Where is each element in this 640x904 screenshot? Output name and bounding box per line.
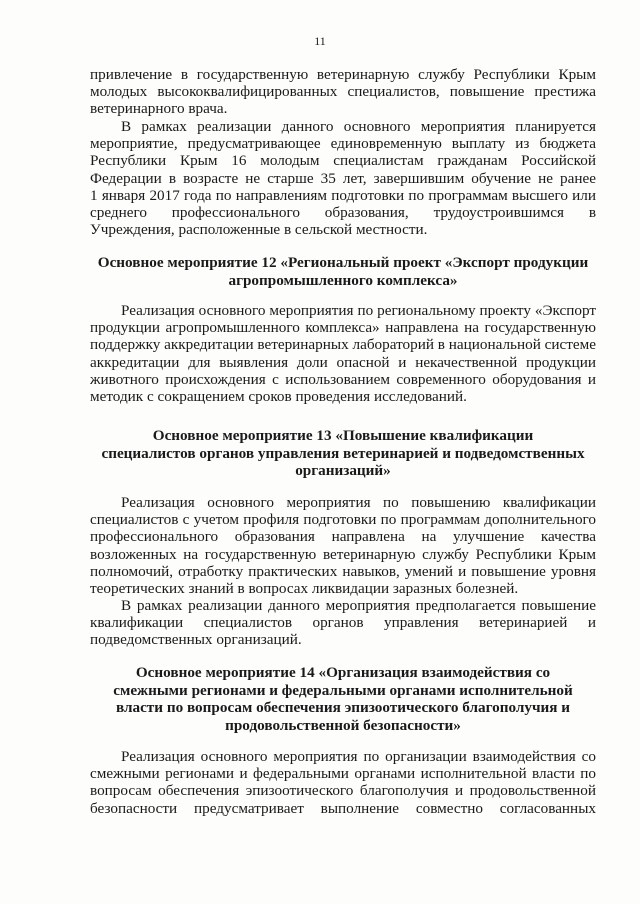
text-line: В рамках реализации данного основного мероприятия планируется bbox=[121, 118, 596, 135]
text-line: животного происхождения с использованием современного оборудования и bbox=[90, 370, 596, 388]
text-line: привлечение в государственную ветеринарную службу Республики Крым bbox=[90, 66, 596, 83]
heading-line: Основное мероприятие 13 «Повышение квалификации bbox=[152, 427, 534, 444]
text-line: методик с сокращением сроков проведения исследований. bbox=[90, 388, 467, 406]
paragraph-intro bbox=[90, 66, 596, 118]
text-line: Реализация основного мероприятия по организации взаимодействия со bbox=[121, 748, 596, 765]
text-line: специалистов с учетом профиля подготовки по программам дополнительного bbox=[90, 511, 596, 529]
text-line: вопросам обеспечения эпизоотического благополучия и продовольственной bbox=[90, 782, 596, 800]
heading-line: Основное мероприятие 12 «Региональный проект «Экспорт продукции bbox=[97, 254, 589, 271]
text-line: Реализация основного мероприятия по повышению квалификации bbox=[121, 494, 596, 511]
text-line: Республики Крым 16 молодым специалистам гражданам Российской bbox=[90, 152, 596, 170]
text-line: аккредитации для выявления доли опасной и некачественной продукции bbox=[90, 353, 596, 371]
text-line: Федерации в возрасте не старше 35 лет, завершившим обучение не ранее bbox=[90, 169, 596, 187]
heading-line: смежными регионами и федеральными органами исполнительной bbox=[113, 681, 573, 699]
text-line: Учреждения, расположенные в сельской местности. bbox=[90, 221, 428, 239]
text-line: теоретических знаний в вопросах ликвидации заразных болезней. bbox=[90, 580, 519, 598]
text-line: безопасности предусматривает выполнение совместно согласованных bbox=[90, 799, 596, 817]
paragraph-p12 bbox=[90, 302, 596, 405]
text-line: ветеринарного врача. bbox=[90, 100, 228, 118]
text-line: продукции агропромышленного комплекса» направлена на государственную bbox=[90, 319, 596, 337]
heading-line: власти по вопросам обеспечения эпизоотического благополучия и bbox=[115, 699, 571, 717]
section-heading-14 bbox=[80, 664, 606, 734]
text-line: полномочий, отработку практических навыков, умений и повышение уровня bbox=[90, 562, 596, 580]
text-line: среднего профессионального образования, трудоустроившимся в bbox=[90, 204, 596, 222]
text-line: молодых высококвалифицированных специалистов, повышение престижа bbox=[90, 83, 596, 101]
heading-line: специалистов органов управления ветеринарией и подведомственных bbox=[101, 444, 585, 462]
text-line: возложенных на государственную ветеринарную службу Республики Крым bbox=[90, 545, 596, 563]
text-line: Реализация основного мероприятия по региональному проекту «Экспорт bbox=[121, 302, 596, 319]
section-heading-13 bbox=[80, 427, 606, 480]
text-line: мероприятие, предусматривающее единовременную выплату из бюджета bbox=[90, 135, 596, 153]
text-line: 1 января 2017 года по направлениям подготовки по программам высшего или bbox=[90, 186, 596, 204]
page-number: 11 bbox=[314, 34, 326, 48]
heading-line: организаций» bbox=[295, 462, 391, 480]
text-line: квалификации специалистов органов управления ветеринарией и bbox=[90, 614, 596, 632]
text-line: поддержку аккредитации ветеринарных лабораторий в национальной системе bbox=[90, 336, 596, 354]
text-line: В рамках реализации данного мероприятия предполагается повышение bbox=[121, 597, 596, 614]
heading-line: Основное мероприятие 14 «Организация взаимодействия со bbox=[135, 664, 551, 681]
section-heading-12 bbox=[80, 254, 606, 289]
text-line: профессионального образования направлена на улучшение качества bbox=[90, 528, 596, 546]
text-line: смежными регионами и федеральными органами исполнительной власти по bbox=[90, 765, 596, 783]
heading-line: продовольственной безопасности» bbox=[225, 716, 461, 734]
text-line: подведомственных организаций. bbox=[90, 631, 302, 649]
paragraph-p13a bbox=[90, 494, 596, 597]
paragraph-p1 bbox=[90, 118, 596, 238]
paragraph-p14 bbox=[90, 748, 596, 817]
paragraph-p13b bbox=[90, 597, 596, 649]
heading-line: агропромышленного комплекса» bbox=[228, 271, 458, 289]
